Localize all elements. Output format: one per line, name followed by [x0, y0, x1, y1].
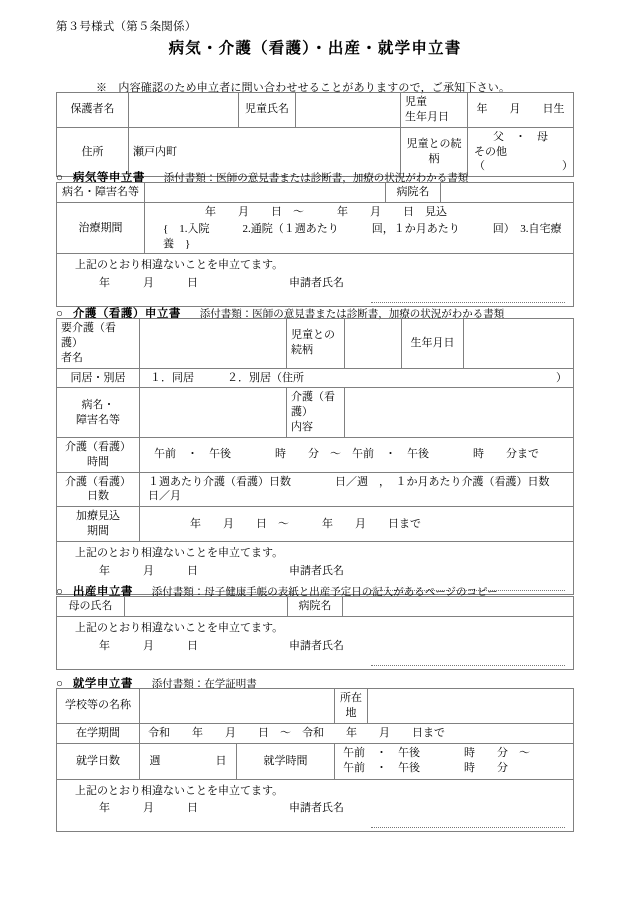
guardian-name-field[interactable]: [129, 93, 239, 128]
bullet-circle-icon: ○: [56, 172, 63, 184]
care-disease-label-line2: 障害名等: [76, 413, 120, 426]
section-attachment-birth: 添付書類：母子健康手帳の表紙と出産予定日の記入があるページのコピー: [151, 587, 498, 598]
school-location-label: [335, 689, 368, 724]
school-hours-field[interactable]: [335, 743, 574, 779]
address-label: 住所: [57, 127, 129, 177]
care-relation-label-line2: 続柄: [291, 344, 313, 357]
table-row: [57, 368, 574, 388]
care-relation-label-line1: 児童との: [291, 329, 335, 342]
notice-text: ※ 内容確認のため申立者に問い合わせせることがありますので，ご承知下さい。: [96, 82, 511, 94]
care-table: [56, 318, 594, 595]
care-content-label-line1: 介護（看護）: [291, 391, 335, 419]
child-birthdate-label: [401, 93, 468, 128]
page-title: 病気・介護（看護）・出産・就学申立書: [168, 40, 462, 57]
section-attachment-school: 添付書類：在学証明書: [151, 679, 257, 690]
bullet-circle-icon: ○: [56, 586, 63, 598]
school-name-field[interactable]: [140, 689, 335, 724]
applicant-table: [56, 92, 574, 177]
birth-mother-label: 母の氏名: [57, 597, 125, 617]
table-row: [57, 723, 574, 743]
relation-field[interactable]: [468, 127, 574, 177]
care-person-label-line1: 要介護（看護）: [61, 322, 116, 349]
sickness-treatment-label: 治療期間: [57, 202, 145, 254]
sickness-treatment-field[interactable]: [145, 202, 574, 254]
care-content-label: [287, 388, 345, 438]
birth-declaration: [57, 616, 574, 669]
care-time-label-line1: 介護（看護）: [65, 440, 131, 453]
declaration-text: 上記のとおり相違ないことを申立てます。: [75, 784, 284, 797]
declaration-text: 上記のとおり相違ないことを申立てます。: [75, 259, 284, 272]
declaration-date-row[interactable]: [61, 564, 569, 579]
table-row: [57, 507, 574, 542]
table-row: [57, 779, 574, 832]
school-period-field[interactable]: 令和 年 月 日 ～ 令和 年 月 日まで: [140, 723, 574, 743]
care-period-label: [57, 507, 140, 542]
declaration-date-row[interactable]: [61, 276, 569, 291]
school-name-label: 学校等の名称: [57, 689, 140, 724]
bullet-circle-icon: ○: [56, 308, 63, 320]
declaration-date[interactable]: 年 月 日: [99, 639, 198, 652]
declaration-date-row[interactable]: [61, 639, 569, 654]
care-content-label-line2: 内容: [291, 421, 313, 434]
child-birthdate-field[interactable]: 年 月 日生: [468, 93, 574, 128]
declaration-text: 上記のとおり相違ないことを申立てます。: [75, 621, 284, 634]
school-location-label-line1: 所在: [340, 692, 362, 704]
declaration-text: 上記のとおり相違ないことを申立てます。: [75, 546, 284, 559]
school-days-label: 就学日数: [57, 743, 140, 779]
table-row: [57, 616, 574, 669]
table-row: [57, 597, 574, 617]
guardian-name-label: 保護者名: [57, 93, 129, 128]
care-time-label: [57, 437, 140, 472]
form-number: 第３号様式（第５条関係）: [56, 21, 197, 33]
care-disease-label-line1: 病名・: [81, 398, 115, 411]
section-title-care: 介護（看護）申立書: [72, 308, 181, 320]
table-row: [57, 319, 574, 369]
care-person-label-line2: 者名: [61, 351, 83, 364]
declaration-date[interactable]: 年 月 日: [99, 277, 198, 290]
child-birthdate-label-line2: 生年月日: [405, 110, 449, 123]
care-days-label-line1: 介護（看護）: [65, 475, 131, 488]
table-row: [57, 388, 574, 438]
sickness-declaration: [57, 254, 574, 307]
section-title-school: 就学申立書: [72, 678, 133, 690]
birth-mother-field[interactable]: [125, 597, 288, 617]
care-period-label-line1: 加療見込: [76, 510, 120, 523]
care-living-field[interactable]: [140, 368, 574, 388]
section-title-sickness: 病気等申立書: [72, 172, 145, 184]
table-row: [57, 689, 574, 724]
care-content-field[interactable]: [345, 388, 574, 438]
school-location-field[interactable]: [368, 689, 574, 724]
school-location-label-line2: 地: [345, 706, 357, 719]
care-period-label-line2: 期間: [87, 525, 109, 538]
school-table: [56, 688, 574, 832]
school-hours-line1[interactable]: 午前 ・ 午後 時 分 ～: [343, 747, 530, 760]
birth-table: [56, 596, 574, 670]
care-time-field[interactable]: 午前 ・ 午後 時 分 ～ 午前 ・ 午後 時 分まで: [140, 437, 574, 472]
sickness-treatment-options[interactable]: { 1.入院 2.通院（１週あたり 回，１か月あたり 回） 3.自宅療養 }: [163, 222, 562, 250]
section-title-birth: 出産申立書: [72, 586, 133, 598]
applicant-name-label: 申請者氏名: [289, 802, 344, 815]
applicant-name-label: 申請者氏名: [289, 639, 344, 652]
relation-option-other[interactable]: その他（ ）: [474, 145, 573, 173]
school-declaration: [57, 779, 574, 832]
care-living-label: 同居・別居: [57, 368, 140, 388]
care-days-label-line2: 日数: [87, 490, 109, 503]
declaration-date[interactable]: 年 月 日: [99, 564, 198, 577]
section-attachment-sickness: 添付書類：医師の意見書または診断書，加療の状況がわかる書類: [163, 173, 469, 184]
sickness-disease-field[interactable]: [145, 183, 386, 203]
signature-line[interactable]: [61, 291, 569, 304]
relation-option-parents[interactable]: 父 ・ 母: [493, 130, 548, 143]
sickness-disease-label: 病名・障害名等: [57, 183, 145, 203]
care-living-close-paren: ）: [556, 371, 567, 384]
care-time-label-line2: 時間: [87, 455, 109, 468]
child-birthdate-label-line1: 児童: [405, 96, 427, 108]
table-row: [57, 93, 574, 128]
care-days-label: [57, 472, 140, 507]
child-name-label: 児童氏名: [239, 93, 296, 128]
table-row: [57, 202, 574, 254]
child-name-field[interactable]: [296, 93, 401, 128]
relation-label: 児童との続柄: [401, 127, 468, 177]
care-disease-field[interactable]: [140, 388, 287, 438]
sickness-hospital-label: 病院名: [386, 183, 441, 203]
table-row: [57, 437, 574, 472]
care-person-field[interactable]: [140, 319, 287, 369]
table-row: [57, 183, 574, 203]
school-days-field[interactable]: 週 日: [140, 743, 237, 779]
sickness-table: [56, 182, 574, 307]
care-period-field[interactable]: 年 月 日 ～ 年 月 日まで: [140, 507, 574, 542]
school-period-label: 在学期間: [57, 723, 140, 743]
birth-hospital-label: 病院名: [288, 597, 343, 617]
applicant-name-label: 申請者氏名: [289, 564, 344, 577]
care-person-label: [57, 319, 140, 369]
school-hours-label: 就学時間: [237, 743, 335, 779]
section-attachment-care: 添付書類：医師の意見書または診断書，加療の状況がわかる書類: [199, 309, 505, 320]
signature-dotted-rule: [371, 301, 565, 303]
signature-dotted-rule: [371, 826, 565, 828]
sickness-treatment-period[interactable]: 年 月 日 ～ 年 月 日 見込: [205, 205, 447, 218]
sickness-hospital-field[interactable]: [441, 183, 574, 203]
signature-line[interactable]: [61, 654, 569, 667]
declaration-date[interactable]: 年 月 日: [99, 802, 198, 815]
birth-hospital-field[interactable]: [343, 597, 574, 617]
applicant-name-label: 申請者氏名: [289, 277, 344, 290]
signature-dotted-rule: [371, 664, 565, 666]
signature-line[interactable]: [61, 816, 569, 829]
care-relation-label: [287, 319, 345, 369]
care-birthdate-field[interactable]: [464, 319, 574, 369]
care-birthdate-label: 生年月日: [402, 319, 464, 369]
care-relation-field[interactable]: [345, 319, 402, 369]
bullet-circle-icon: ○: [56, 678, 63, 690]
care-days-field[interactable]: １週あたり介護（看護）日数 日／週 ， １か月あたり介護（看護）日数 日／月: [140, 472, 574, 507]
address-field[interactable]: 瀬戸内町: [129, 127, 401, 177]
care-disease-label: [57, 388, 140, 438]
table-row: [57, 743, 574, 779]
declaration-date-row[interactable]: [61, 801, 569, 816]
care-living-options[interactable]: １．同居 ２．別居（住所: [150, 371, 304, 384]
school-hours-line2[interactable]: 午前 ・ 午後 時 分: [343, 762, 508, 775]
table-row: [57, 472, 574, 507]
table-row: [57, 254, 574, 307]
